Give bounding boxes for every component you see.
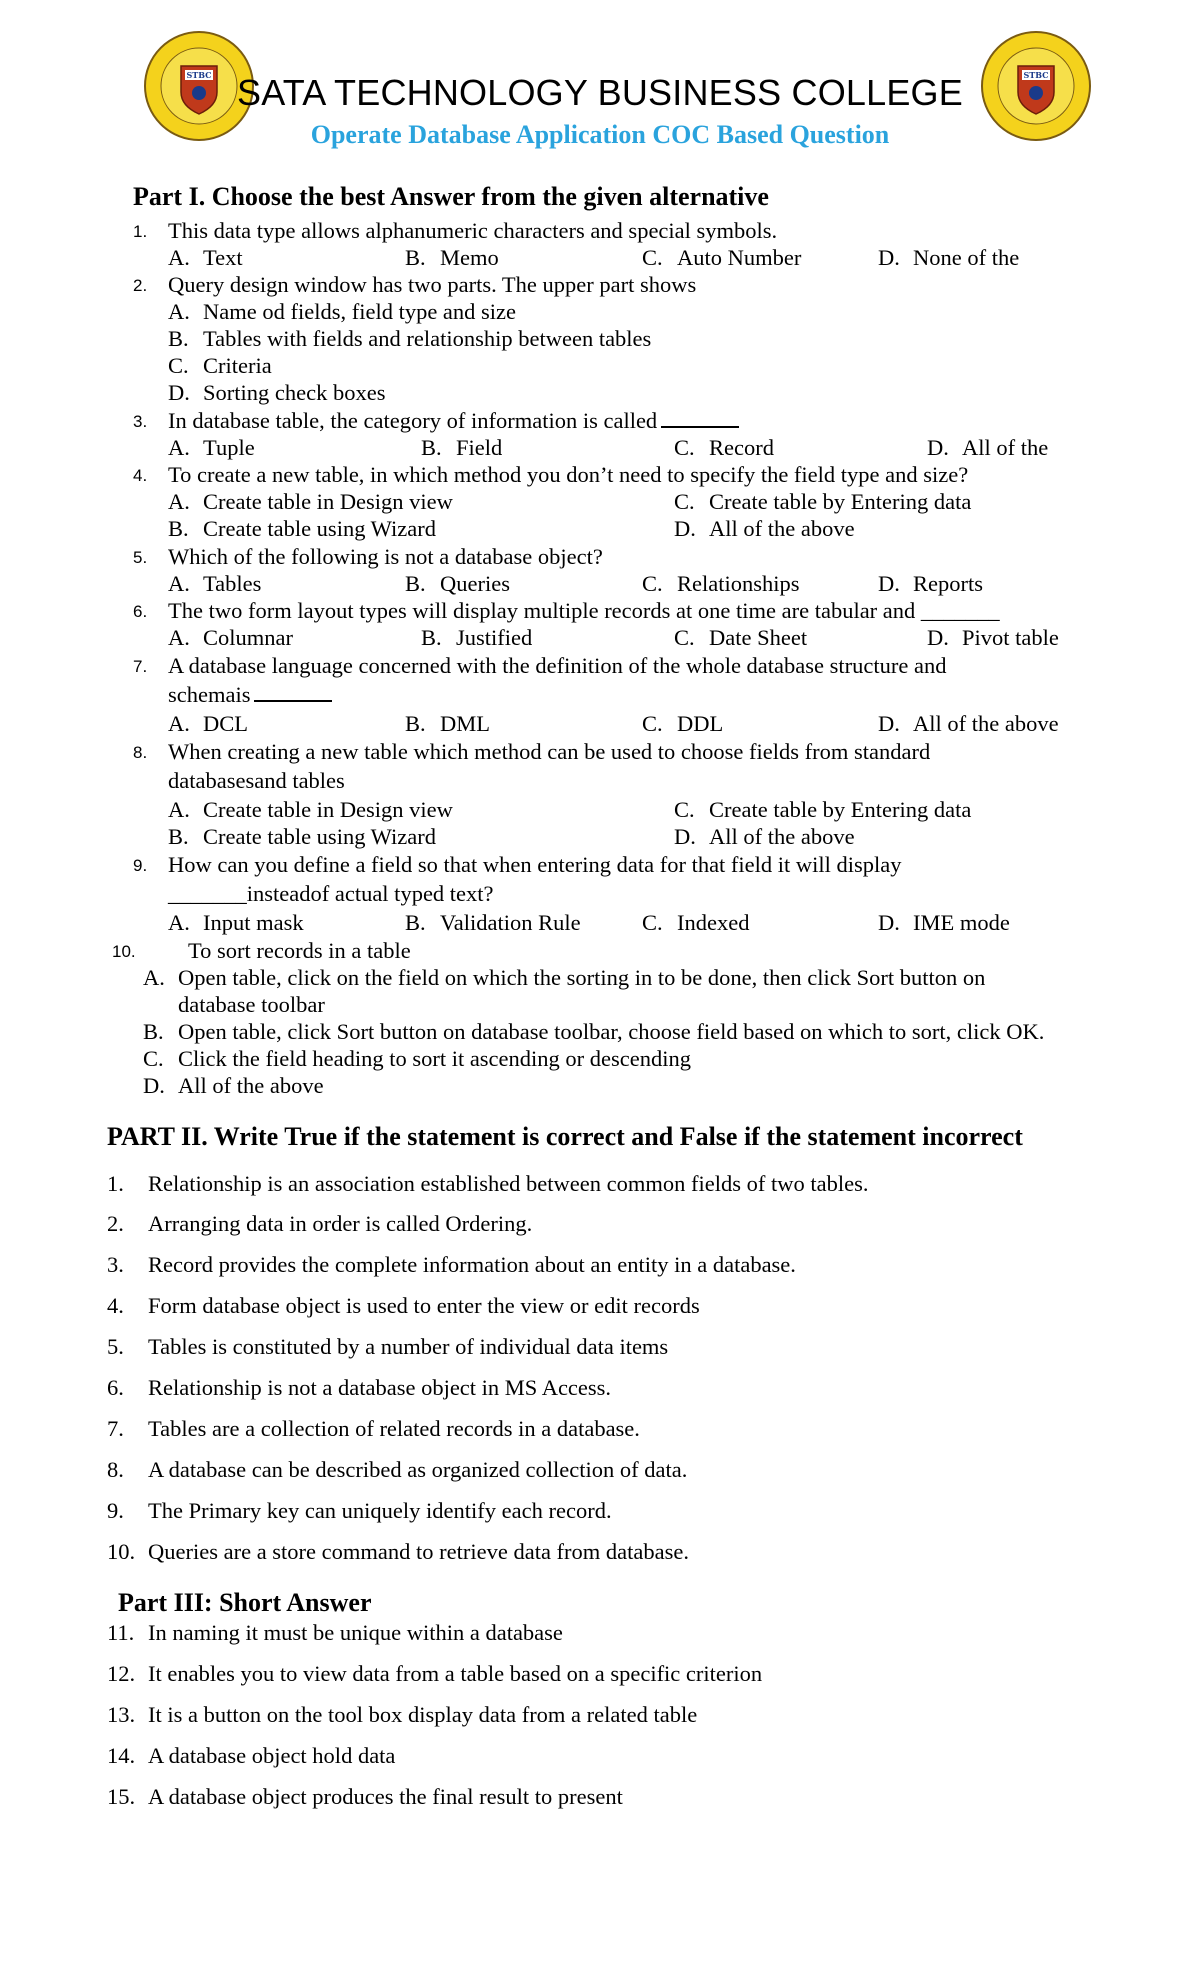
option-letter: B. [405,711,426,736]
question-number: 9. [133,856,148,875]
option-letter: D. [878,571,900,596]
option-letter: A. [168,571,190,596]
option-letter: C. [674,625,695,650]
question-text: When creating a new table which method can be used to choose fields from standard [168,739,931,764]
option-letter: D. [143,1073,165,1098]
answer-blank [661,408,739,428]
option-letter: C. [143,1046,164,1071]
option-text: DML [440,711,490,736]
option-text: Date Sheet [709,625,808,650]
option-text: Justified [456,625,533,650]
question-text-continued: schemais [168,682,332,708]
option-text: Create table using Wizard [203,824,436,849]
question-number: 2. [133,276,148,295]
option-letter: A. [168,435,190,460]
option-letter: C. [642,711,663,736]
answer-blank [254,682,332,702]
statement-number: 2. [107,1211,124,1236]
option-letter: A. [168,711,190,736]
option-letter: B. [405,245,426,270]
option-text: Reports [913,571,983,596]
short-answer-number: 15. [107,1784,136,1809]
part3-heading: Part III: Short Answer [118,1588,372,1617]
statement-text: Arranging data in order is called Ordering. [148,1211,533,1236]
option-text: All of the above [913,711,1059,736]
option-letter: C. [168,353,189,378]
option-text: Create table in Design view [203,797,453,822]
option-letter: B. [143,1019,164,1044]
option-text: Open table, click on the field on which the sorting in to be done, then click Sort button on [178,965,986,990]
option-letter: D. [674,824,696,849]
option-letter: D. [927,435,949,460]
option-text: Name od fields, field type and size [203,299,517,324]
option-text: Input mask [203,910,304,935]
short-answer-number: 11. [107,1620,135,1645]
option-text: IME mode [913,910,1010,935]
option-text: Create table by Entering data [709,489,972,514]
question-text: This data type allows alphanumeric characters and special symbols. [168,218,778,243]
option-text: Auto Number [677,245,802,270]
question-number: 1. [133,222,148,241]
option-text: Create table using Wizard [203,516,436,541]
option-text: Click the field heading to sort it ascending or descending [178,1046,691,1071]
statement-number: 5. [107,1334,124,1359]
option-text: Relationships [677,571,800,596]
option-text: All of the above [709,516,855,541]
question-number: 10. [112,942,136,961]
short-answer-text: A database object produces the final result to present [148,1784,623,1809]
statement-text: The Primary key can uniquely identify each record. [148,1498,612,1523]
question-number: 7. [133,657,148,676]
option-letter: A. [168,625,190,650]
option-letter: B. [168,326,189,351]
statement-text: Relationship is an association established between common fields of two tables. [148,1171,869,1196]
option-text: Tables with fields and relationship between tables [203,326,652,351]
option-text: Tables [203,571,262,596]
statement-number: 8. [107,1457,124,1482]
short-answer-text: It is a button on the tool box display data from a related table [148,1702,698,1727]
option-text: Indexed [677,910,750,935]
option-text: Criteria [203,353,272,378]
option-text: Field [456,435,503,460]
option-text: All of the above [178,1073,324,1098]
option-letter: B. [405,910,426,935]
option-letter: A. [168,489,190,514]
statement-text: Relationship is not a database object in MS Access. [148,1375,612,1400]
statement-text: Tables is constituted by a number of individual data items [148,1334,669,1359]
short-answer-text: A database object hold data [148,1743,396,1768]
option-text-continued: database toolbar [178,992,325,1017]
option-letter: C. [674,797,695,822]
question-number: 8. [133,743,148,762]
option-letter: B. [168,516,189,541]
statement-number: 4. [107,1293,124,1318]
question-text: To create a new table, in which method you don’t need to specify the field type and size? [168,462,969,487]
question-text: A database language concerned with the definition of the whole database structure and [168,653,947,678]
short-answer-number: 12. [107,1661,136,1686]
option-text: Text [203,245,243,270]
option-text: Open table, click Sort button on database toolbar, choose field based on which to sort, click OK. [178,1019,1045,1044]
option-letter: C. [674,489,695,514]
option-letter: D. [674,516,696,541]
statement-number: 7. [107,1416,124,1441]
statement-text: Tables are a collection of related records in a database. [148,1416,640,1441]
option-text: Record [709,435,774,460]
option-letter: C. [642,910,663,935]
option-text: Pivot table [962,625,1059,650]
option-text: Create table in Design view [203,489,453,514]
option-letter: A. [168,797,190,822]
option-letter: D. [927,625,949,650]
option-letter: D. [878,910,900,935]
question-text-continued: _______insteadof actual typed text? [168,881,494,906]
question-number: 4. [133,466,148,485]
option-letter: B. [405,571,426,596]
short-answer-number: 13. [107,1702,136,1727]
question-text: How can you define a field so that when entering data for that field it will display [168,852,902,877]
question-text: Query design window has two parts. The upper part shows [168,272,697,297]
question-number: 5. [133,548,148,567]
option-text: Tuple [203,435,255,460]
option-letter: B. [421,435,442,460]
statement-text: Form database object is used to enter the view or edit records [148,1293,700,1318]
statement-number: 6. [107,1375,124,1400]
option-letter: A. [143,965,165,990]
option-text: None of the [913,245,1020,270]
option-text: DCL [203,711,248,736]
statement-number: 10. [107,1539,136,1564]
question-text: To sort records in a table [188,938,411,963]
option-letter: D. [168,380,190,405]
question-text-continued: databasesand tables [168,768,345,793]
option-text: All of the [962,435,1049,460]
statement-number: 3. [107,1252,124,1277]
logo-abbr-text: STBC [1023,70,1049,80]
part2-heading: PART II. Write True if the statement is correct and False if the statement incorrect [107,1122,1023,1151]
option-letter: A. [168,910,190,935]
option-letter: D. [878,711,900,736]
option-text: Memo [440,245,499,270]
option-letter: B. [421,625,442,650]
question-number: 6. [133,602,148,621]
question-number: 3. [133,412,148,431]
short-answer-text: In naming it must be unique within a database [148,1620,563,1645]
statement-text: Record provides the complete information about an entity in a database. [148,1252,796,1277]
logo-abbr-text: STBC [186,70,212,80]
part1-heading: Part I. Choose the best Answer from the given alternative [133,182,769,211]
option-letter: A. [168,299,190,324]
statement-number: 9. [107,1498,124,1523]
option-letter: D. [878,245,900,270]
statement-text: A database can be described as organized collection of data. [148,1457,688,1482]
statement-number: 1. [107,1171,124,1196]
statement-text: Queries are a store command to retrieve data from database. [148,1539,689,1564]
option-text: Columnar [203,625,293,650]
option-text: Queries [440,571,510,596]
option-text: All of the above [709,824,855,849]
option-text: Create table by Entering data [709,797,972,822]
question-text: The two form layout types will display multiple records at one time are tabular and _______ [168,598,1000,623]
short-answer-number: 14. [107,1743,136,1768]
document-subtitle: Operate Database Application COC Based Question [310,120,890,149]
option-letter: C. [642,571,663,596]
option-letter: C. [674,435,695,460]
option-letter: C. [642,245,663,270]
college-name: SATA TECHNOLOGY BUSINESS COLLEGE [237,72,963,113]
option-letter: B. [168,824,189,849]
short-answer-text: It enables you to view data from a table based on a specific criterion [148,1661,763,1686]
option-letter: A. [168,245,190,270]
question-text: Which of the following is not a database object? [168,544,603,569]
option-text: Sorting check boxes [203,380,386,405]
option-text: Validation Rule [440,910,581,935]
option-text: DDL [677,711,724,736]
question-text: In database table, the category of information is called [168,408,739,434]
